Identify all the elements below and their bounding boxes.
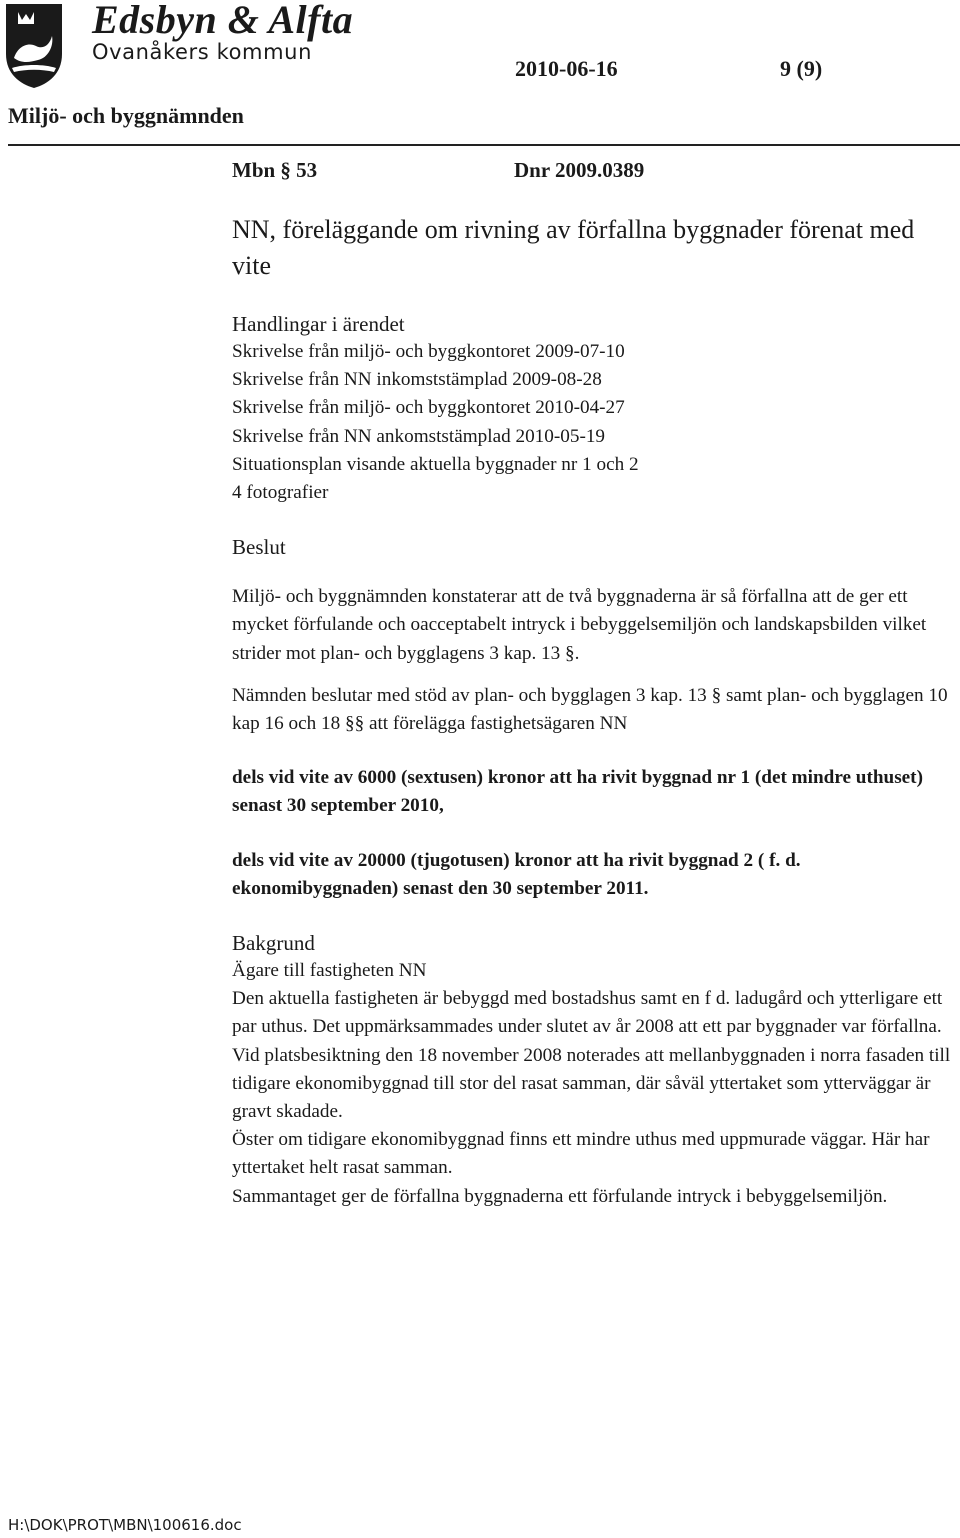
- background-paragraph: Vid platsbesiktning den 18 november 2008 noterades att mellanbyggnaden i norra fasaden till tidigare ekonomibyggnad till stor del rasat samman, där såväl yttertaket som ytterväggar är gravt skadade.: [232, 1044, 951, 1123]
- case-reference: [232, 158, 954, 192]
- org-name: Edsbyn & Alfta: [92, 0, 354, 42]
- background-paragraph: Öster om tidigare ekonomibyggnad finns ett mindre uthus med uppmurade väggar. Här har yttertaket helt rasat samman.: [232, 1129, 930, 1179]
- file-path: H:\DOK\PROT\MBN\100616.doc: [8, 1516, 242, 1534]
- fine-paragraph: dels vid vite av 20000 (tjugotusen) kronor att ha rivit byggnad 2 ( f. d. ekonomibyggnaden) senast den 30 september 2011.: [232, 849, 801, 899]
- document-body: [232, 156, 954, 1211]
- list-item: Skrivelse från miljö- och byggkontoret 2009-07-10: [232, 341, 625, 362]
- list-item: Skrivelse från NN ankomststämplad 2010-05-19: [232, 425, 606, 447]
- list-item: 4 fotografier: [232, 482, 329, 504]
- background-paragraph: Ägare till fastigheten NN: [232, 960, 427, 982]
- documents-heading: Handlingar i ärendet: [232, 312, 405, 336]
- mbn-number: Mbn § 53: [232, 158, 318, 182]
- decision-paragraph: Miljö- och byggnämnden konstaterar att de två byggnaderna är så förfallna att de ger ett mycket förfulande och oacceptabelt intryck i bebyggelsemiljön och landskapsbilden vilket strider mot plan- och bygglagens 3 kap. 13 §.: [232, 586, 927, 664]
- background-paragraph: Sammantaget ger de förfallna byggnaderna ett förfulande intryck i bebyggelsemiljön.: [232, 1185, 888, 1207]
- list-item: Skrivelse från NN inkomststämplad 2009-08-28: [232, 369, 602, 391]
- fine-paragraph: dels vid vite av 6000 (sextusen) kronor att ha rivit byggnad nr 1 (det mindre uthuset) senast 30 september 2010,: [232, 767, 923, 817]
- list-item: Situationsplan visande aktuella byggnader nr 1 och 2: [232, 453, 639, 475]
- background-paragraph: Den aktuella fastigheten är bebyggd med bostadshus samt en f d. ladugård och ytterligare ett par uthus. Det uppmärksammades under slutet av år 2008 att ett par byggnader var förfallna.: [232, 988, 943, 1038]
- page-number: 9 (9): [780, 56, 823, 81]
- case-title: NN, föreläggande om rivning av förfallna byggnader förenat med vite: [232, 215, 915, 280]
- dnr-number: Dnr 2009.0389: [514, 158, 645, 182]
- decision-heading: Beslut: [232, 535, 286, 560]
- document-date: 2010-06-16: [515, 56, 618, 81]
- decision-paragraph: Nämnden beslutar med stöd av plan- och bygglagen 3 kap. 13 § samt plan- och bygglagen 10 kap 16 och 18 §§ att förelägga fastighetsägaren NN: [232, 684, 948, 735]
- header-divider: [8, 144, 960, 146]
- documents-list: [232, 338, 954, 507]
- department-name: Miljö- och byggnämnden: [8, 103, 244, 128]
- org-subtitle: Ovanåkers kommun: [92, 40, 312, 64]
- coat-of-arms-icon: [4, 2, 64, 90]
- list-item: Skrivelse från miljö- och byggkontoret 2010-04-27: [232, 397, 625, 419]
- background-heading: Bakgrund: [232, 931, 315, 956]
